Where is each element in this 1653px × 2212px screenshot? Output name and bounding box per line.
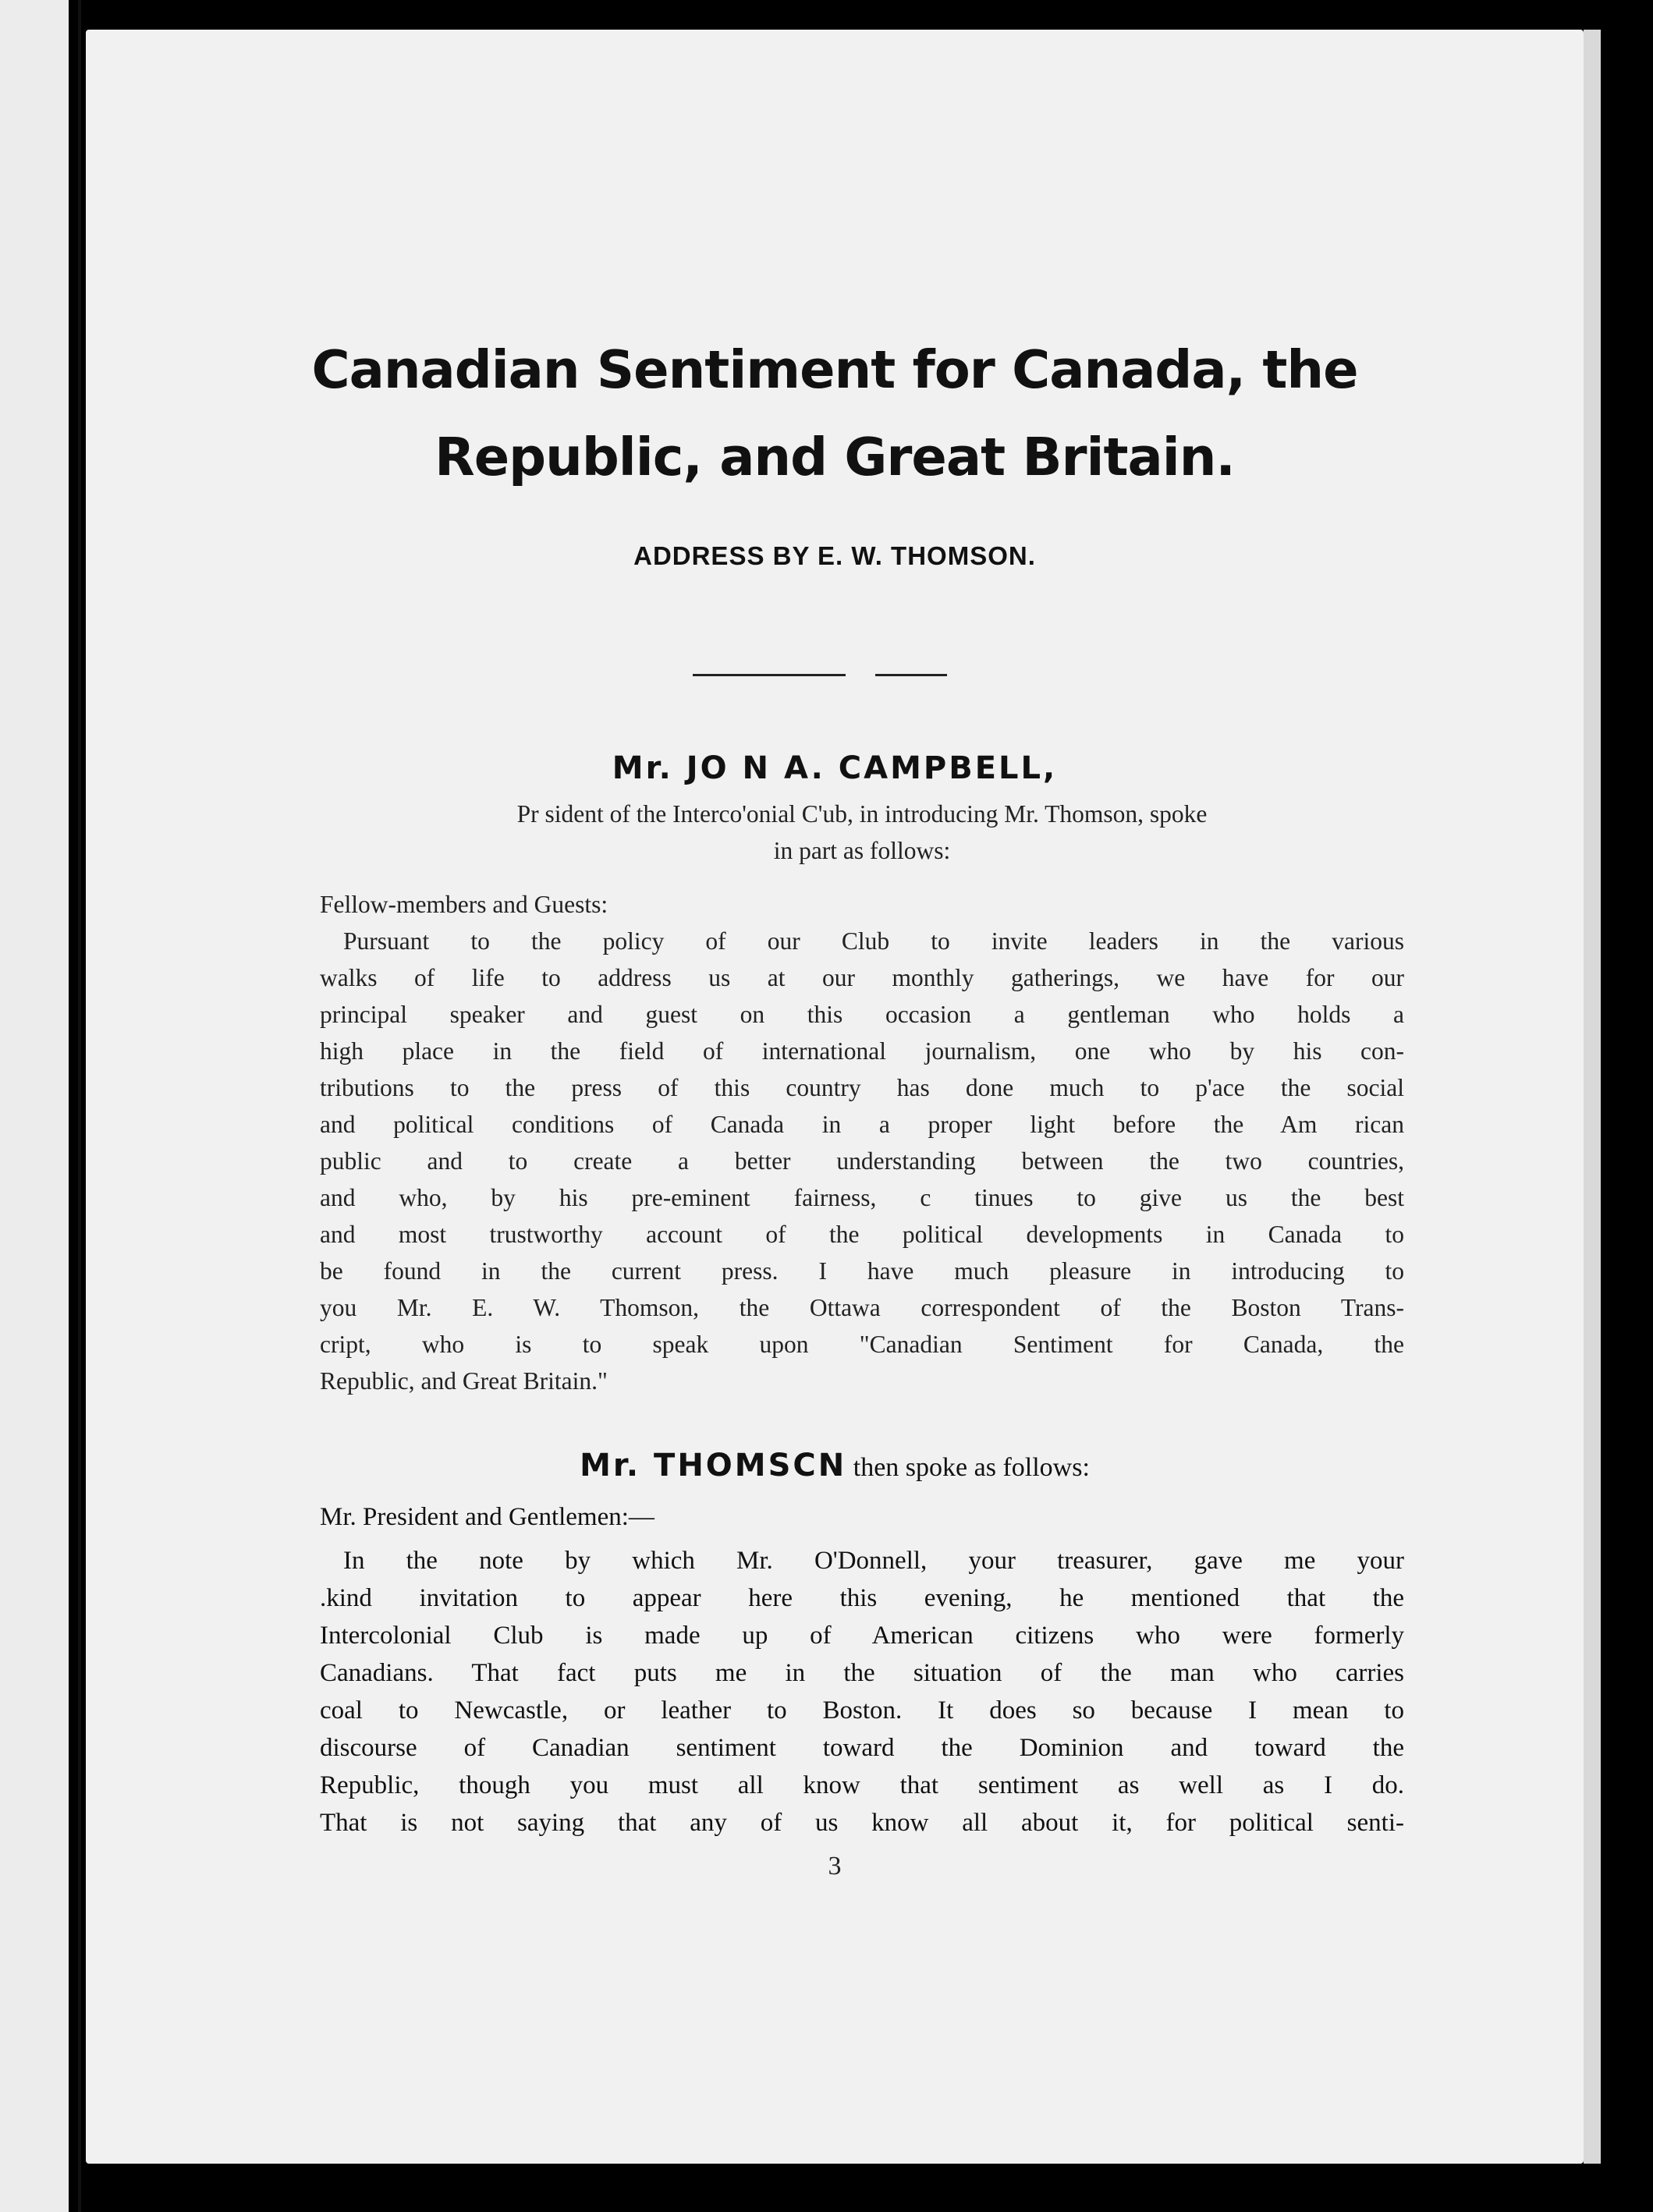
section1-intro-line: in part as follows: (773, 837, 951, 864)
section1-intro-line: Pr sident of the Interco'onial C'ub, in introducing Mr. Thomson, spoke (516, 800, 1208, 828)
byline: ADDRESS BY E. W. THOMSON. (633, 541, 1036, 570)
section2-body-line: That is not saying that any of us know all about it, for political senti- (320, 1809, 1404, 1837)
title-line-2: Republic, and Great Britain. (435, 427, 1235, 487)
document-title (86, 326, 1584, 501)
section1-body-line: tributions to the press of this country has done much to p'ace the social (320, 1074, 1404, 1101)
section1-body-line: walks of life to address us at our monthly gatherings, we have for our (320, 964, 1404, 991)
section2-body-line: Republic, though you must all know that sentiment as well as I do. (320, 1771, 1404, 1799)
section2-body-line: coal to Newcastle, or leather to Boston. It does so because I mean to (320, 1696, 1404, 1725)
section1-body-line: public and to create a better understanding between the two countries, (320, 1147, 1404, 1175)
section1-body-line: high place in the field of international journalism, one who by his con- (320, 1037, 1404, 1065)
section2-speaker-name: Mr. THOMSCN (580, 1448, 847, 1484)
section1-body-line: Fellow-members and Guests: (320, 891, 608, 918)
section2-heading (86, 1448, 1584, 1484)
section2-body-line: In the note by which Mr. O'Donnell, your treasurer, gave me your (343, 1547, 1404, 1575)
section1-heading: Mr. JO N A. CAMPBELL, (612, 750, 1058, 786)
document-page (86, 30, 1584, 2164)
title-line-1: Canadian Sentiment for Canada, the (311, 339, 1358, 400)
section1-body-line: Republic, and Great Britain." (320, 1367, 608, 1395)
section2-body-line: .kind invitation to appear here this evening, he mentioned that the (320, 1584, 1404, 1612)
section1-body-line: cript, who is to speak upon "Canadian Sentiment for Canada, the (320, 1331, 1404, 1358)
section2-body-line: Mr. President and Gentlemen:— (320, 1503, 654, 1531)
section1-body-line: be found in the current press. I have much pleasure in introducing to (320, 1257, 1404, 1285)
section1-body-line: and who, by his pre-eminent fairness, c tinues to give us the best (320, 1184, 1404, 1211)
section2-body-line: Intercolonial Club is made up of American citizens who were formerly (320, 1622, 1404, 1650)
book-spine (78, 0, 81, 2212)
divider-rule-long (693, 674, 846, 676)
section2-body-line: discourse of Canadian sentiment toward the Dominion and toward the (320, 1734, 1404, 1762)
page-edge-shadow (1584, 30, 1601, 2164)
section2-heading-tail: then spoke as follows: (846, 1453, 1090, 1482)
page-number: 3 (828, 1852, 842, 1881)
section1-body-line: principal speaker and guest on this occasion a gentleman who holds a (320, 1001, 1404, 1028)
section2-body-line: Canadians. That fact puts me in the situation of the man who carries (320, 1659, 1404, 1687)
section1-body-line: Pursuant to the policy of our Club to invite leaders in the various (343, 927, 1404, 955)
section1-body-line: you Mr. E. W. Thomson, the Ottawa correspondent of the Boston Trans- (320, 1294, 1404, 1321)
section1-body-line: and political conditions of Canada in a proper light before the Am rican (320, 1111, 1404, 1138)
section1-body-line: and most trustworthy account of the political developments in Canada to (320, 1221, 1404, 1248)
left-page-edge (0, 0, 69, 2212)
divider-rule-short (875, 674, 947, 676)
